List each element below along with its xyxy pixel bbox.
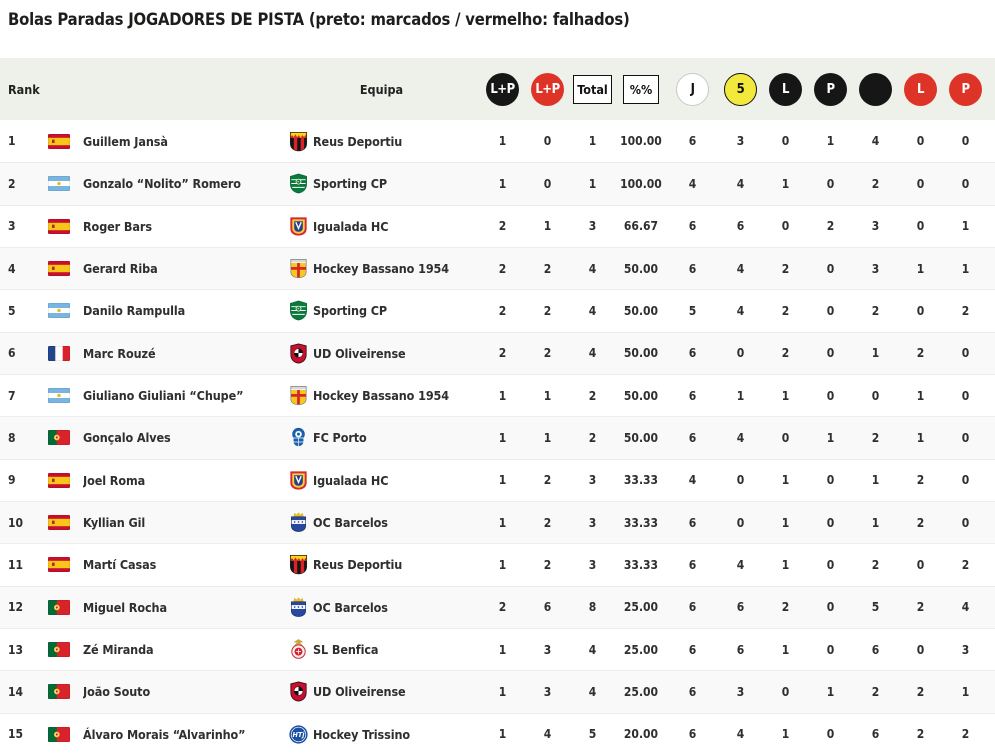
- stat-p-scored: 0: [826, 303, 835, 318]
- stat-p-failed: 0: [961, 430, 970, 445]
- stat-l-scored: 2: [781, 346, 790, 361]
- col-header-five: [718, 73, 763, 106]
- player-name: Roger Bars: [83, 218, 152, 234]
- stat-lp-scored: 2: [498, 303, 507, 318]
- table-row: [0, 459, 995, 501]
- stat-lp-failed: 3: [543, 684, 552, 699]
- flag-ar-icon: [48, 176, 83, 191]
- five-icon: 5: [724, 73, 757, 106]
- table-row: [0, 543, 995, 585]
- stat-lp-failed: 2: [543, 346, 552, 361]
- stat-l-failed: 2: [916, 346, 925, 361]
- stat-lp-failed: 1: [543, 219, 552, 234]
- stat-percent: 33.33: [623, 473, 659, 488]
- stat-lp-scored: 1: [498, 684, 507, 699]
- stat-games-j: 6: [688, 261, 697, 276]
- player-name: Danilo Rampulla: [83, 303, 186, 319]
- stat-l-failed: 2: [916, 727, 925, 742]
- stat-l-failed: 0: [916, 176, 925, 191]
- table-row: [0, 247, 995, 289]
- stat-lp-scored: 1: [498, 473, 507, 488]
- team-name: Hockey Trissino: [313, 726, 410, 742]
- flag-ar-icon: [48, 388, 83, 403]
- team-name: Igualada HC: [313, 218, 389, 234]
- games-j-icon: J: [676, 73, 709, 106]
- barcelos-logo-icon: [283, 596, 313, 619]
- stat-total: 8: [588, 600, 597, 615]
- table-header: [0, 58, 995, 120]
- stat-black-dot: 0: [871, 388, 880, 403]
- team-name: Igualada HC: [313, 472, 389, 488]
- stat-p-scored: 1: [826, 134, 835, 149]
- rank-cell: 7: [8, 388, 16, 403]
- stat-lp-failed: 6: [543, 600, 552, 615]
- oliveirense-logo-icon: [283, 680, 313, 703]
- stat-total: 1: [588, 134, 597, 149]
- table-row: [0, 289, 995, 331]
- stat-l-failed: 0: [916, 303, 925, 318]
- stat-lp-failed: 3: [543, 642, 552, 657]
- stat-p-failed: 0: [961, 473, 970, 488]
- flag-es-icon: [48, 557, 83, 572]
- team-name: UD Oliveirense: [313, 345, 406, 361]
- stat-lp-failed: 1: [543, 430, 552, 445]
- stat-total: 4: [588, 303, 597, 318]
- stat-l-scored: 0: [781, 684, 790, 699]
- rank-cell: 15: [8, 727, 24, 742]
- lp-scored-icon: L+P: [486, 73, 519, 106]
- stat-l-failed: 1: [916, 430, 925, 445]
- sporting-logo-icon: [283, 172, 313, 195]
- stat-five: 4: [736, 261, 745, 276]
- table-row: [0, 670, 995, 712]
- team-name: UD Oliveirense: [313, 684, 406, 700]
- stat-l-scored: 1: [781, 515, 790, 530]
- stat-lp-scored: 1: [498, 176, 507, 191]
- stat-percent: 66.67: [623, 219, 659, 234]
- stat-lp-failed: 0: [543, 176, 552, 191]
- table-body: [0, 120, 995, 755]
- stat-games-j: 6: [688, 642, 697, 657]
- stat-l-failed: 0: [916, 219, 925, 234]
- stat-l-scored: 1: [781, 642, 790, 657]
- player-name: João Souto: [83, 684, 151, 700]
- barcelos-logo-icon: [283, 511, 313, 534]
- col-header-lp-failed: [525, 73, 570, 106]
- stat-black-dot: 1: [871, 515, 880, 530]
- player-name: Guillem Jansà: [83, 133, 168, 149]
- stat-percent: 33.33: [623, 557, 659, 572]
- stat-percent: 25.00: [623, 684, 659, 699]
- total-icon: Total: [573, 75, 612, 104]
- stat-l-failed: 2: [916, 473, 925, 488]
- stat-l-scored: 2: [781, 261, 790, 276]
- flag-es-icon: [48, 261, 83, 276]
- p-scored-icon: P: [814, 73, 847, 106]
- stat-five: 0: [736, 473, 745, 488]
- table-row: [0, 205, 995, 247]
- l-scored-icon: L: [769, 73, 802, 106]
- col-header-rank: Rank: [8, 81, 40, 97]
- stat-l-failed: 2: [916, 515, 925, 530]
- stat-five: 0: [736, 346, 745, 361]
- player-name: Gerard Riba: [83, 261, 158, 277]
- col-header-games-j: [667, 73, 718, 106]
- flag-pt-icon: [48, 727, 83, 742]
- player-name: Gonçalo Alves: [83, 430, 171, 446]
- team-name: SL Benfica: [313, 642, 379, 658]
- table-row: [0, 374, 995, 416]
- stat-lp-scored: 1: [498, 430, 507, 445]
- stat-l-failed: 1: [916, 388, 925, 403]
- stat-total: 4: [588, 346, 597, 361]
- stat-p-scored: 0: [826, 515, 835, 530]
- player-name: Álvaro Morais “Alvarinho”: [83, 726, 246, 742]
- stat-percent: 50.00: [623, 261, 659, 276]
- team-name: OC Barcelos: [313, 599, 388, 615]
- reus-logo-icon: [283, 553, 313, 576]
- reus-logo-icon: [283, 130, 313, 153]
- stat-p-failed: 0: [961, 515, 970, 530]
- stat-percent: 50.00: [623, 303, 659, 318]
- team-name: Sporting CP: [313, 176, 388, 192]
- stat-l-failed: 0: [916, 557, 925, 572]
- stat-p-failed: 2: [961, 727, 970, 742]
- flag-fr-icon: [48, 346, 83, 361]
- player-name: Marc Rouzé: [83, 345, 156, 361]
- rank-cell: 1: [8, 134, 16, 149]
- stat-percent: 20.00: [623, 727, 659, 742]
- stat-l-scored: 1: [781, 557, 790, 572]
- stat-black-dot: 1: [871, 346, 880, 361]
- stat-p-scored: 0: [826, 557, 835, 572]
- bassano-logo-icon: [283, 257, 313, 280]
- table-row: [0, 162, 995, 204]
- stat-percent: 25.00: [623, 600, 659, 615]
- table-row: [0, 332, 995, 374]
- stat-p-scored: 0: [826, 346, 835, 361]
- stat-games-j: 4: [688, 176, 697, 191]
- stat-total: 4: [588, 684, 597, 699]
- stat-l-failed: 0: [916, 134, 925, 149]
- stat-p-scored: 0: [826, 473, 835, 488]
- rank-cell: 10: [8, 515, 24, 530]
- col-header-p-scored: [808, 73, 853, 106]
- stat-l-scored: 0: [781, 134, 790, 149]
- trissino-logo-icon: [283, 723, 313, 746]
- sporting-logo-icon: [283, 299, 313, 322]
- stat-games-j: 6: [688, 600, 697, 615]
- rank-cell: 11: [8, 557, 24, 572]
- stat-p-failed: 0: [961, 176, 970, 191]
- stat-lp-failed: 1: [543, 388, 552, 403]
- stat-l-scored: 1: [781, 388, 790, 403]
- stat-p-scored: 0: [826, 176, 835, 191]
- rank-cell: 2: [8, 176, 16, 191]
- stat-total: 3: [588, 219, 597, 234]
- stat-total: 4: [588, 642, 597, 657]
- stat-total: 3: [588, 515, 597, 530]
- stat-games-j: 6: [688, 388, 697, 403]
- flag-es-icon: [48, 515, 83, 530]
- stat-games-j: 6: [688, 430, 697, 445]
- stat-percent: 100.00: [620, 134, 662, 149]
- flag-pt-icon: [48, 684, 83, 699]
- stat-games-j: 6: [688, 346, 697, 361]
- stat-lp-failed: 2: [543, 515, 552, 530]
- page-title: Bolas Paradas JOGADORES DE PISTA (preto: marcados / vermelho: falhados): [8, 10, 630, 29]
- stat-percent: 50.00: [623, 388, 659, 403]
- stat-p-scored: 0: [826, 388, 835, 403]
- col-header-total: [570, 75, 615, 104]
- stat-games-j: 6: [688, 134, 697, 149]
- flag-ar-icon: [48, 303, 83, 318]
- stat-l-scored: 1: [781, 176, 790, 191]
- stat-percent: 33.33: [623, 515, 659, 530]
- stat-lp-scored: 1: [498, 388, 507, 403]
- rank-cell: 3: [8, 219, 16, 234]
- flag-pt-icon: [48, 642, 83, 657]
- porto-logo-icon: [283, 426, 313, 449]
- rank-cell: 6: [8, 346, 16, 361]
- l-failed-icon: L: [904, 73, 937, 106]
- stat-p-failed: 1: [961, 219, 970, 234]
- stat-p-scored: 0: [826, 642, 835, 657]
- col-header-equipa: Equipa: [359, 81, 404, 97]
- stat-black-dot: 2: [871, 430, 880, 445]
- stat-p-failed: 2: [961, 557, 970, 572]
- stat-p-scored: 0: [826, 261, 835, 276]
- stat-five: 4: [736, 303, 745, 318]
- stat-games-j: 6: [688, 557, 697, 572]
- stat-lp-scored: 2: [498, 261, 507, 276]
- stat-games-j: 6: [688, 727, 697, 742]
- stat-total: 1: [588, 176, 597, 191]
- bassano-logo-icon: [283, 384, 313, 407]
- rank-cell: 9: [8, 473, 16, 488]
- stat-black-dot: 2: [871, 176, 880, 191]
- stat-total: 3: [588, 473, 597, 488]
- stat-black-dot: 3: [871, 261, 880, 276]
- flag-es-icon: [48, 473, 83, 488]
- stat-l-scored: 1: [781, 473, 790, 488]
- stat-black-dot: 3: [871, 219, 880, 234]
- stat-l-scored: 2: [781, 303, 790, 318]
- stat-black-dot: 2: [871, 303, 880, 318]
- stat-games-j: 4: [688, 473, 697, 488]
- table-row: [0, 120, 995, 162]
- team-name: Hockey Bassano 1954: [313, 388, 449, 404]
- rank-cell: 5: [8, 303, 16, 318]
- igualada-logo-icon: [283, 215, 313, 238]
- stat-l-failed: 0: [916, 642, 925, 657]
- stat-lp-failed: 2: [543, 557, 552, 572]
- team-name: Sporting CP: [313, 303, 388, 319]
- stat-p-failed: 3: [961, 642, 970, 657]
- stat-percent: 50.00: [623, 430, 659, 445]
- col-header-black-dot: [853, 73, 898, 106]
- stat-five: 6: [736, 219, 745, 234]
- stat-games-j: 6: [688, 219, 697, 234]
- stat-games-j: 6: [688, 515, 697, 530]
- stat-black-dot: 6: [871, 642, 880, 657]
- col-header-p-failed: [943, 73, 988, 106]
- table-row: [0, 628, 995, 670]
- team-name: FC Porto: [313, 430, 367, 446]
- p-failed-icon: P: [949, 73, 982, 106]
- igualada-logo-icon: [283, 469, 313, 492]
- stat-lp-scored: 1: [498, 642, 507, 657]
- stat-p-failed: 2: [961, 303, 970, 318]
- stat-five: 4: [736, 557, 745, 572]
- stat-l-scored: 0: [781, 219, 790, 234]
- col-header-lp-scored: [480, 73, 525, 106]
- player-name: Martí Casas: [83, 557, 157, 573]
- col-header-l-failed: [898, 73, 943, 106]
- player-name: Gonzalo “Nolito” Romero: [83, 176, 241, 192]
- stat-black-dot: 2: [871, 684, 880, 699]
- stat-total: 4: [588, 261, 597, 276]
- stat-p-failed: 0: [961, 346, 970, 361]
- rank-cell: 13: [8, 642, 24, 657]
- stat-five: 4: [736, 430, 745, 445]
- stat-l-failed: 1: [916, 261, 925, 276]
- stat-five: 6: [736, 642, 745, 657]
- stat-black-dot: 6: [871, 727, 880, 742]
- col-header-l-scored: [763, 73, 808, 106]
- player-name: Giuliano Giuliani “Chupe”: [83, 388, 244, 404]
- stat-lp-scored: 1: [498, 727, 507, 742]
- stat-lp-failed: 2: [543, 303, 552, 318]
- stat-p-scored: 1: [826, 430, 835, 445]
- stat-games-j: 6: [688, 684, 697, 699]
- stat-p-scored: 1: [826, 684, 835, 699]
- stat-percent: 100.00: [620, 176, 662, 191]
- table-row: [0, 713, 995, 755]
- stat-black-dot: 5: [871, 600, 880, 615]
- player-name: Kyllian Gil: [83, 515, 146, 531]
- benfica-logo-icon: [283, 638, 313, 661]
- stat-five: 4: [736, 176, 745, 191]
- player-name: Zé Miranda: [83, 642, 154, 658]
- team-name: Reus Deportiu: [313, 557, 403, 573]
- player-name: Joel Roma: [83, 472, 146, 488]
- stat-five: 3: [736, 684, 745, 699]
- stat-five: 6: [736, 600, 745, 615]
- stat-p-failed: 1: [961, 684, 970, 699]
- player-name: Miguel Rocha: [83, 599, 167, 615]
- stat-lp-failed: 2: [543, 261, 552, 276]
- stat-l-scored: 2: [781, 600, 790, 615]
- stat-l-scored: 0: [781, 430, 790, 445]
- table-row: [0, 586, 995, 628]
- stat-total: 2: [588, 430, 597, 445]
- stat-percent: 50.00: [623, 346, 659, 361]
- col-header-percent: [615, 75, 667, 104]
- stats-table: [0, 58, 995, 755]
- stat-percent: 25.00: [623, 642, 659, 657]
- oliveirense-logo-icon: [283, 342, 313, 365]
- stat-lp-scored: 2: [498, 219, 507, 234]
- flag-es-icon: [48, 134, 83, 149]
- team-name: OC Barcelos: [313, 515, 388, 531]
- stat-five: 1: [736, 388, 745, 403]
- flag-pt-icon: [48, 430, 83, 445]
- flag-es-icon: [48, 219, 83, 234]
- stat-total: 2: [588, 388, 597, 403]
- stat-lp-failed: 2: [543, 473, 552, 488]
- stat-five: 0: [736, 515, 745, 530]
- stat-l-failed: 2: [916, 600, 925, 615]
- stat-lp-failed: 0: [543, 134, 552, 149]
- stat-lp-scored: 1: [498, 515, 507, 530]
- stat-l-scored: 1: [781, 727, 790, 742]
- black-dot-icon: [859, 73, 892, 106]
- stat-five: 3: [736, 134, 745, 149]
- stat-lp-failed: 4: [543, 727, 552, 742]
- rank-cell: 4: [8, 261, 16, 276]
- stat-p-failed: 0: [961, 388, 970, 403]
- stat-p-failed: 0: [961, 134, 970, 149]
- stat-l-failed: 2: [916, 684, 925, 699]
- stat-total: 5: [588, 727, 597, 742]
- rank-cell: 14: [8, 684, 24, 699]
- stat-lp-scored: 2: [498, 600, 507, 615]
- stat-black-dot: 2: [871, 557, 880, 572]
- stat-p-failed: 1: [961, 261, 970, 276]
- stat-p-scored: 0: [826, 727, 835, 742]
- stat-black-dot: 1: [871, 473, 880, 488]
- stat-lp-scored: 1: [498, 557, 507, 572]
- lp-failed-icon: L+P: [531, 73, 564, 106]
- stat-p-scored: 0: [826, 600, 835, 615]
- team-name: Reus Deportiu: [313, 133, 403, 149]
- stat-lp-scored: 2: [498, 346, 507, 361]
- stat-total: 3: [588, 557, 597, 572]
- table-row: [0, 416, 995, 458]
- table-row: [0, 501, 995, 543]
- stat-black-dot: 4: [871, 134, 880, 149]
- svg-text:HTj: HTj: [291, 729, 305, 739]
- stat-p-failed: 4: [961, 600, 970, 615]
- stat-five: 4: [736, 727, 745, 742]
- percent-icon: %%: [623, 75, 659, 104]
- rank-cell: 12: [8, 600, 24, 615]
- stat-p-scored: 2: [826, 219, 835, 234]
- stat-lp-scored: 1: [498, 134, 507, 149]
- rank-cell: 8: [8, 430, 16, 445]
- flag-pt-icon: [48, 600, 83, 615]
- stat-games-j: 5: [688, 303, 697, 318]
- team-name: Hockey Bassano 1954: [313, 261, 449, 277]
